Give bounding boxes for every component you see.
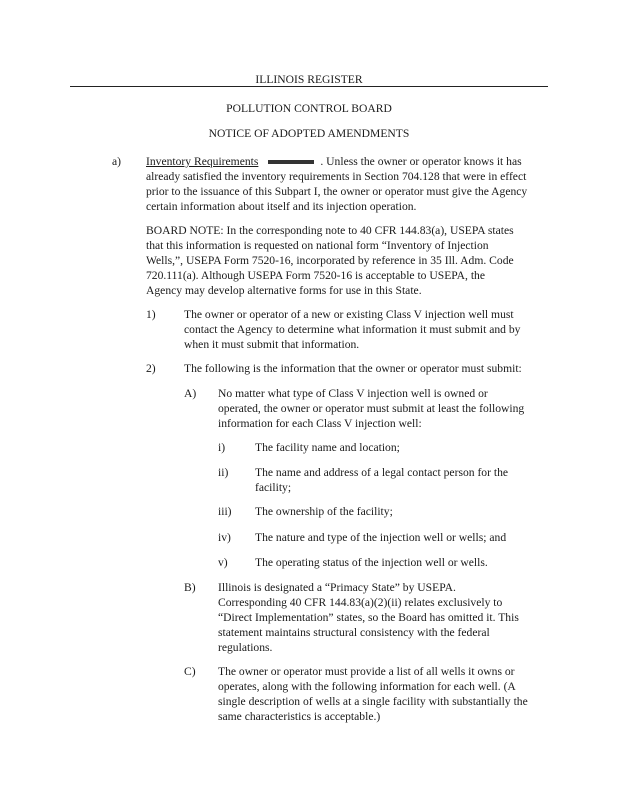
header-rule (70, 86, 548, 87)
item-1-label: 1) (146, 308, 156, 321)
item-B-line: Corresponding 40 CFR 144.83(a)(2)(ii) relates exclusively to (218, 596, 503, 609)
sub-item-label: v) (218, 556, 228, 569)
section-a-first-line (146, 154, 522, 169)
item-1-line: contact the Agency to determine what information it must submit and by (184, 323, 521, 336)
item-2-line: The following is the information that the owner or operator must submit: (184, 362, 522, 375)
board-note-line: Wells,”, USEPA Form 7520-16, incorporated by reference in 35 Ill. Adm. Code (146, 254, 514, 267)
sub-item-line: The operating status of the injection well or wells. (255, 556, 488, 569)
sub-item-line: The name and address of a legal contact person for the (255, 466, 509, 479)
item-2-label: 2) (146, 362, 156, 375)
item-A-line: information for each Class V injection well: (218, 417, 422, 430)
item-B-label: B) (184, 581, 196, 594)
section-a-after-title: . Unless the owner or operator knows it has (320, 155, 522, 168)
notice-title: NOTICE OF ADOPTED AMENDMENTS (208, 127, 410, 140)
item-1-line: when it must submit that information. (184, 338, 360, 351)
item-A-label: A) (184, 387, 197, 400)
item-C-line: operates, along with the following information for each well. (A (218, 680, 516, 693)
board-note-line: BOARD NOTE: In the corresponding note to 40 CFR 144.83(a), USEPA states (146, 224, 514, 237)
board-note-line: Agency may develop alternative forms for use in this State. (146, 284, 422, 297)
sub-item-label: ii) (218, 466, 229, 479)
item-A-line: operated, the owner or operator must submit at least the following (218, 402, 525, 415)
sub-item-label: i) (218, 441, 226, 454)
register-header: ILLINOIS REGISTER (255, 73, 363, 86)
sub-item-line: The ownership of the facility; (255, 505, 393, 518)
item-1-line: The owner or operator of a new or existing Class V injection well must (184, 308, 514, 321)
board-note-line: that this information is requested on national form “Inventory of Injection (146, 239, 489, 252)
sub-item-line: facility; (255, 481, 292, 494)
item-A-line: No matter what type of Class V injection well is owned or (218, 387, 488, 400)
item-B-line: Illinois is designated a “Primacy State” by USEPA. (218, 581, 456, 594)
board-title: POLLUTION CONTROL BOARD (226, 102, 392, 115)
section-a-label: a) (112, 155, 122, 168)
redaction-mark (268, 160, 314, 164)
sub-item-label: iv) (218, 531, 231, 544)
item-B-line: regulations. (218, 641, 273, 654)
sub-item-line: The facility name and location; (255, 441, 400, 454)
section-a-title: Inventory Requirements (146, 155, 259, 168)
section-a-line: prior to the issuance of this Subpart I, the owner or operator must give the Agency (146, 185, 528, 198)
section-a-line: already satisfied the inventory requirements in Section 704.128 that were in effect (146, 170, 527, 183)
item-C-label: C) (184, 665, 196, 678)
sub-item-label: iii) (218, 505, 232, 518)
item-C-line: single description of wells at a single facility with substantially the (218, 695, 528, 708)
item-B-line: statement maintains structural consistency with the federal (218, 626, 490, 639)
item-C-line: The owner or operator must provide a list of all wells it owns or (218, 665, 515, 678)
board-note-line: 720.111(a). Although USEPA Form 7520-16 is acceptable to USEPA, the (146, 269, 485, 282)
sub-item-line: The nature and type of the injection well or wells; and (255, 531, 507, 544)
section-a-line: certain information about itself and its injection operation. (146, 200, 417, 213)
item-B-line: “Direct Implementation” states, so the Board has omitted it. This (218, 611, 519, 624)
item-C-line: same characteristics is acceptable.) (218, 710, 381, 723)
